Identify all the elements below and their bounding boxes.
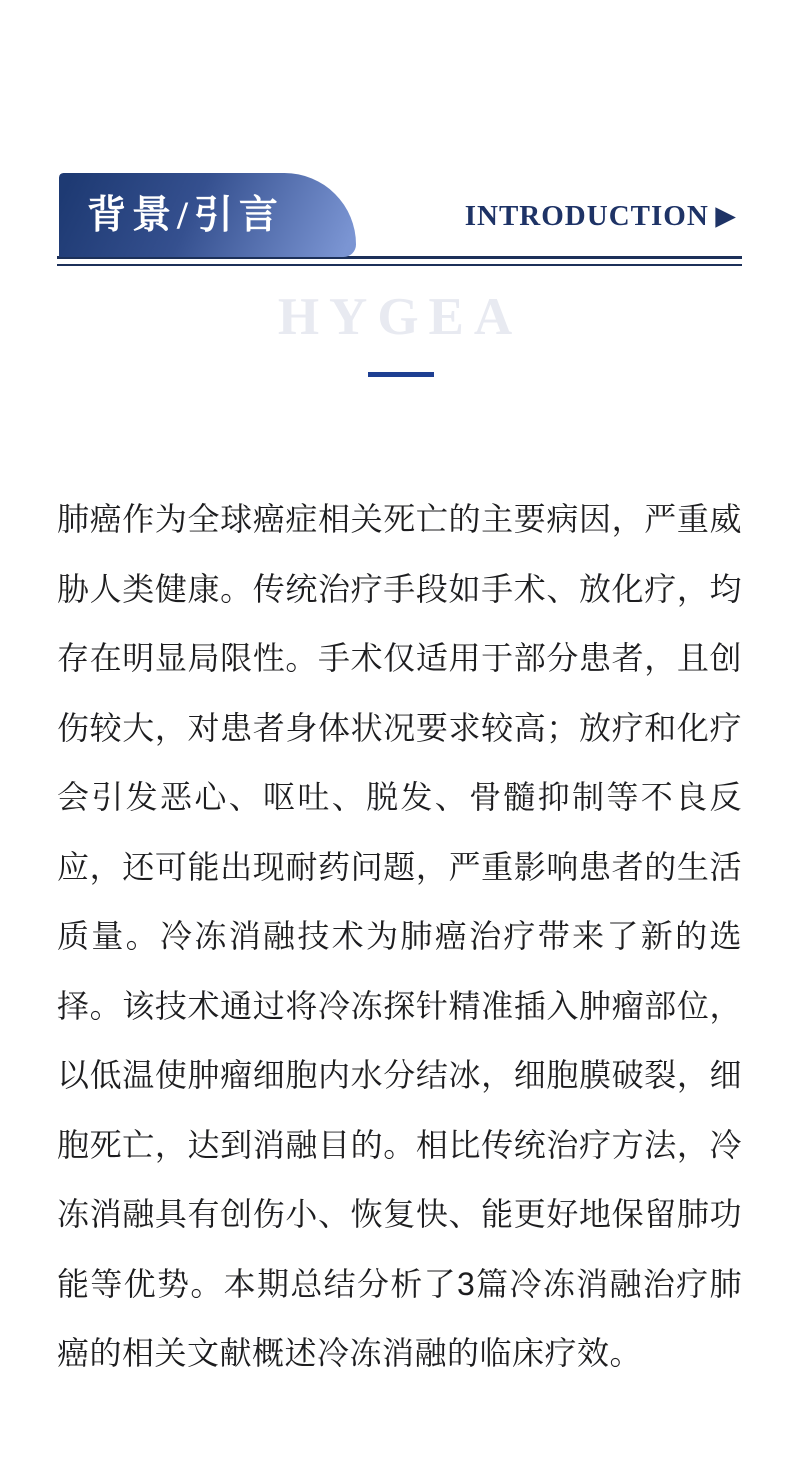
section-badge-label: 背景/引言: [87, 193, 284, 237]
section-heading-en-label: INTRODUCTION: [464, 200, 709, 232]
arrow-right-icon: ▶: [715, 203, 735, 230]
header-rule-thin: [57, 264, 742, 266]
watermark-divider-bar: [368, 372, 434, 377]
brand-watermark: HYGEA: [277, 288, 523, 346]
section-heading-en: [465, 202, 735, 231]
introduction-paragraph: 肺癌作为全球癌症相关死亡的主要病因，严重威胁人类健康。传统治疗手段如手术、放化疗，均存在明显局限性。手术仅适用于部分患者，且创伤较大，对患者身体状况要求较高；放疗和化疗会引发恶心、呕吐、脱发、骨髓抑制等不良反应，还可能出现耐药问题，严重影响患者的生活质量。冷冻消融技术为肺癌治疗带来了新的选择。该技术通过将冷冻探针精准插入肿瘤部位，以低温使肿瘤细胞内水分结冰，细胞膜破裂，细胞死亡，达到消融目的。相比传统治疗方法，冷冻消融具有创伤小、恢复快、能更好地保留肺功能等优势。本期总结分析了3篇冷冻消融治疗肺癌的相关文献概述冷冻消融的临床疗效。: [57, 501, 742, 1371]
section-badge: [59, 173, 356, 257]
